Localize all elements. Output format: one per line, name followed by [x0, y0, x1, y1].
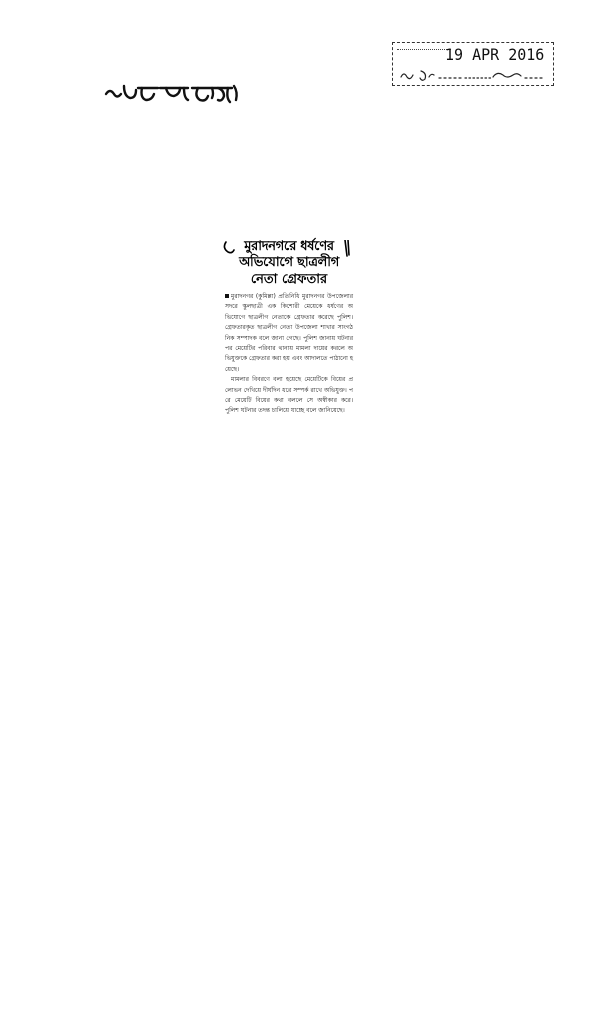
stamp-dotted-line: [397, 49, 451, 50]
stamp-date: 19 APR 2016: [445, 45, 545, 65]
clipping-paragraph-2: মামলার বিবরণে বলা হয়েছে মেয়েটিকে বিয়ের প্রলোভন দেখিয়ে দীর্ঘদিন ধরে সম্পর্ক রাখে অভিযুক্ত। পরে মেয়েটি বিয়ের কথা বললে সে অস্বীকার করে। পুলিশ ঘটনার তদন্ত চালিয়ে যাচ্ছে বলে জানিয়েছে।: [225, 376, 353, 415]
clipping-body: [225, 292, 353, 417]
handwritten-publication-name: [100, 72, 260, 112]
headline-line-2: অভিযোগে ছাত্রলীগ: [239, 254, 339, 270]
paragraph-1-text: মুরাদনগর (কুমিল্লা) প্রতিনিধি মুরাদনগর উপজেলার সদরে স্কুলছাত্রী এক কিশোরী মেয়েকে ধর্ষণের অভিযোগে ছাত্রলীগ নেতাকে গ্রেফতার করেছে পুলিশ। গ্রেফতারকৃত ছাত্রলীগ নেতা উপজেলা শাখার সাংগঠনিক সম্পাদক বলে জানা গেছে। পুলিশ জানায় ঘটনার পর মেয়েটির পরিবার থানায় মামলা দায়ের করলে অভিযুক্তকে গ্রেফতার করা হয় এবং আদালতে পাঠানো হয়েছে।: [225, 292, 353, 373]
news-clipping: [225, 240, 353, 560]
stamp-signature-drawing: [399, 67, 549, 83]
stamp-signature: [399, 67, 549, 83]
clipping-paragraph-1: [225, 292, 353, 375]
handwritten-publication-name-drawing: [100, 72, 260, 112]
bullet-square-icon: [225, 294, 229, 298]
headline-line-1: মুরাদনগরে ধর্ষণের: [244, 239, 334, 254]
headline-line-3: নেতা গ্রেফতার: [250, 272, 328, 288]
clipping-headline: [225, 240, 353, 287]
date-stamp: [392, 42, 554, 86]
